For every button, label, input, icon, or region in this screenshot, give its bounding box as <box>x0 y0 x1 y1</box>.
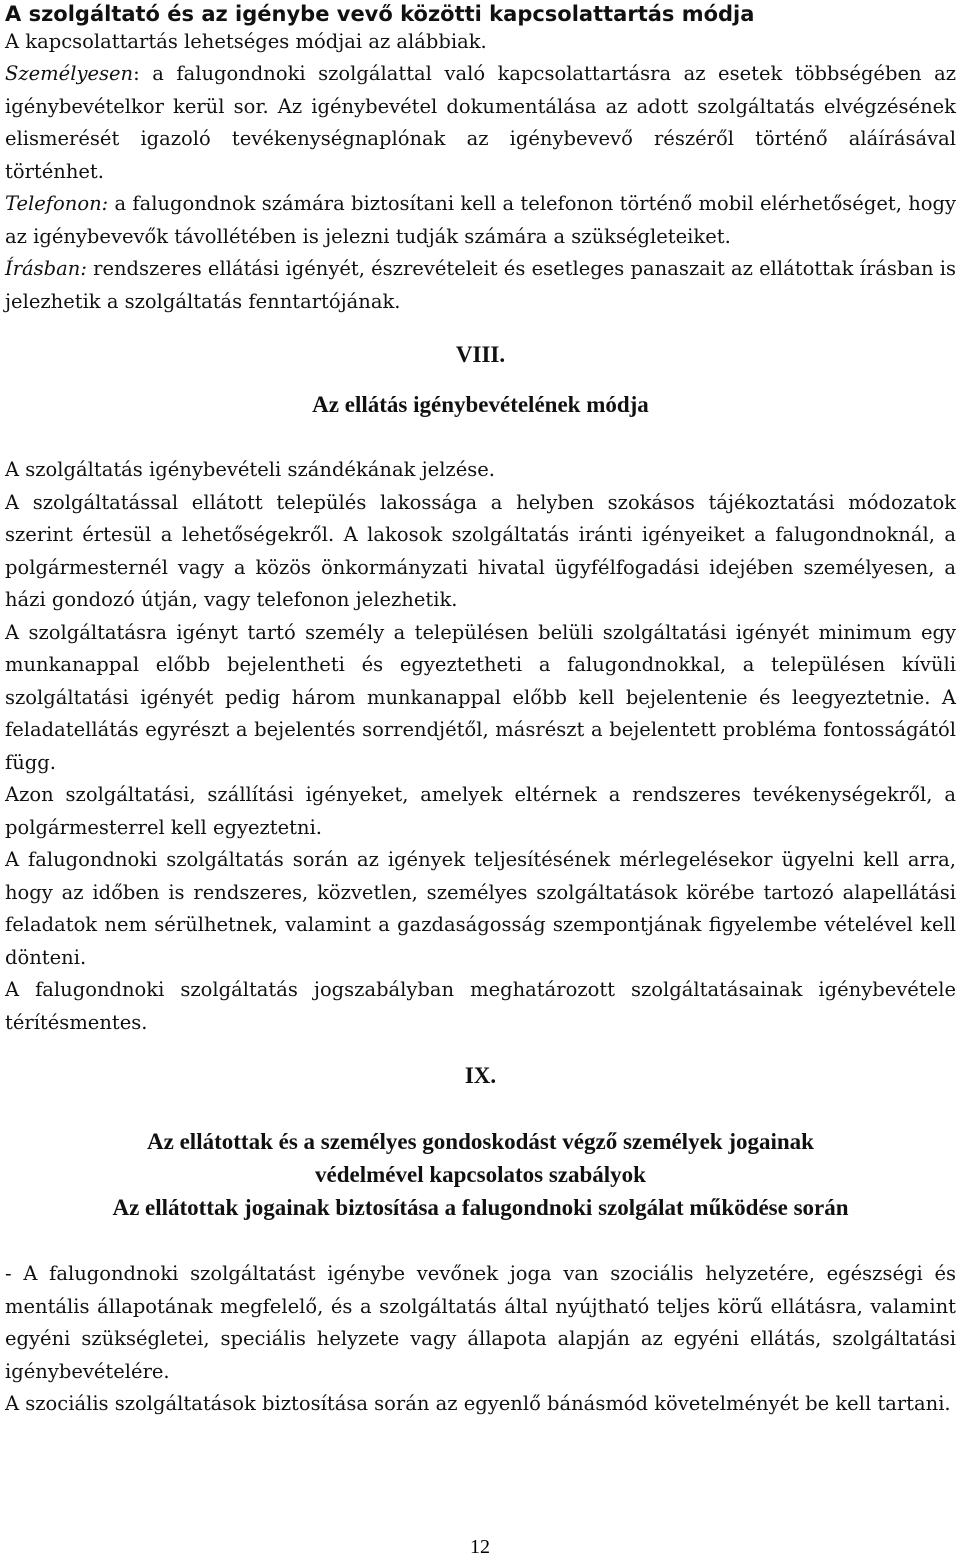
intro-text: A kapcsolattartás lehetséges módjai az alábbiak. <box>5 30 487 53</box>
paragraph: A falugondnoki szolgáltatás jogszabályban meghatározott szolgáltatásainak igénybevétele térítésmentes. <box>5 978 956 1034</box>
personal-text: : a falugondnoki szolgálattal való kapcsolattartásra az esetek többségében az igénybevételkor kerül sor. Az igénybevétel dokumentálása az adott szolgáltatás elvégzésének elismerését igazoló tevékenységnaplónak az igénybevevő részéről történő aláírásával történhet. <box>5 62 956 183</box>
paragraph: A falugondnoki szolgáltatás során az igények teljesítésének mérlegelésekor ügyelni kell arra, hogy az időben is rendszeres, közvetlen, személyes szolgáltatások körébe tartozó alapellátási feladatok nem sérülhetnek, valamint a gazdaságosság szempontjának figyelembe vételével kell dönteni. <box>5 848 956 969</box>
page-number: 12 <box>470 1536 490 1558</box>
section-number-ix: IX. <box>464 1063 497 1088</box>
paragraph: A szolgáltatás igénybevételi szándékának jelzése. <box>5 458 495 481</box>
paragraph: A szolgáltatással ellátott település lakossága a helyben szokásos tájékoztatási módozatok szerint értesül a lehetőségekről. A lakosok szolgáltatás iránti igényeiket a falugondnoknál, a polgármesternél vagy a közös önkormányzati hivatal ügyfélfogadási idejében személyesen, a házi gondozó útján, vagy telefonon jelezhetik. <box>5 490 956 611</box>
paragraph: Azon szolgáltatási, szállítási igényeket, amelyek eltérnek a rendszeres tevékenységekről, a polgármesterrel kell egyeztetni. <box>5 783 956 839</box>
phone-label: Telefonon: <box>5 192 109 215</box>
document-page <box>5 0 956 1421</box>
phone-contact-paragraph <box>5 188 956 253</box>
personal-label: Személyesen <box>5 62 134 85</box>
paragraph: A szociális szolgáltatások biztosítása során az egyenlő bánásmód követelményét be kell tartani. <box>5 1392 951 1415</box>
section-subtitle-ix: Az ellátottak jogainak biztosítása a falugondnoki szolgálat működése során <box>112 1195 849 1220</box>
writing-contact-paragraph <box>5 253 956 318</box>
paragraph: A szolgáltatásra igényt tartó személy a településen belüli szolgáltatási igényét minimum egy munkanappal előbb bejelentheti és egyeztetheti a falugondnokkal, a településen kívüli szolgáltatási igényét pedig három munkanappal előbb kell bejelentenie és leegyeztetnie. A feladatellátás egyrészt a bejelentés sorrendjétől, másrészt a bejelentett probléma fontosságától függ. <box>5 620 956 774</box>
paragraph: - A falugondnoki szolgáltatást igénybe vevőnek joga van szociális helyzetére, egészségi és mentális állapotának megfelelő, és a szolgáltatás által nyújtható teljes körű ellátásra, valamint egyéni szükségletei, speciális helyzete vagy állapota alapján az egyéni ellátás, szolgáltatási igénybevételére. <box>5 1262 956 1383</box>
section-title-viii: Az ellátás igénybevételének módja <box>312 392 649 417</box>
personal-contact-paragraph <box>5 58 956 188</box>
section-number-viii: VIII. <box>455 342 506 367</box>
section-title-ix-line1: Az ellátottak és a személyes gondoskodást végző személyek jogainak <box>147 1129 814 1154</box>
section-title-ix-line2: védelmével kapcsolatos szabályok <box>315 1162 646 1187</box>
section-heading: A szolgáltató és az igénybe vevő közötti kapcsolattartás módja <box>5 2 755 26</box>
writing-text: rendszeres ellátási igényét, észrevételeit és esetleges panaszait az ellátottak írásban is jelezhetik a szolgáltatás fenntartójának. <box>5 257 956 313</box>
phone-text: a falugondnok számára biztosítani kell a telefonon történő mobil elérhetőséget, hogy az igénybevevők távollétében is jelezni tudják számára a szükségleteiket. <box>5 192 956 248</box>
writing-label: Írásban: <box>5 257 87 280</box>
